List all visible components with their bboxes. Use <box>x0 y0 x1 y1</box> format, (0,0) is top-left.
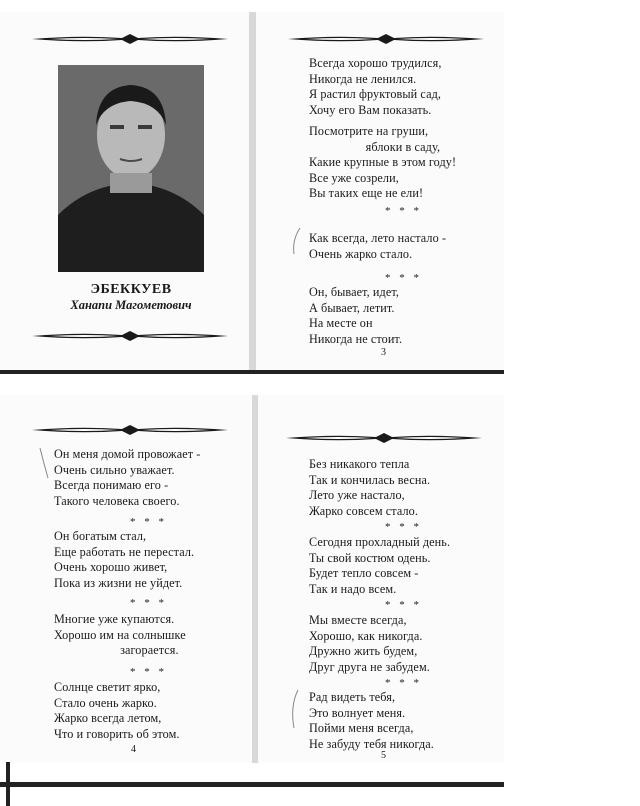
stanza-separator: * * * <box>385 205 422 217</box>
poem-stanza: Всегда хорошо трудился, Никогда не ленился. Я растил фруктовый сад, Хочу его Вам показать. <box>309 56 442 117</box>
portrait-caption-subtitle: Ханапи Магометович <box>70 298 192 312</box>
poem-stanza: Многие уже купаются. Хорошо им на солнышке загорается. <box>54 612 186 658</box>
ornament-divider <box>282 432 486 444</box>
pencil-mark <box>288 688 302 730</box>
stanza-separator: * * * <box>385 677 422 689</box>
page-number: 3 <box>381 347 386 358</box>
poem-stanza: Сегодня прохладный день. Ты свой костюм одень. Будет тепло совсем - Так и надо всем. <box>309 535 451 596</box>
poem-stanza: Как всегда, лето настало - Очень жарко стало. <box>309 231 447 261</box>
stanza-separator: * * * <box>385 272 422 284</box>
ornament-divider <box>284 33 488 45</box>
ornament-divider <box>28 33 232 45</box>
ornament-divider <box>28 330 232 342</box>
stanza-separator: * * * <box>130 666 167 678</box>
page-number: 5 <box>381 750 386 761</box>
poem-stanza: Он, бывает, идет, А бывает, летит. На месте он Никогда не стоит. <box>309 285 403 346</box>
poem-stanza: Посмотрите на груши, яблоки в саду, Какие крупные в этом году! Все уже созрели, Вы таких еще не ели! <box>309 124 457 201</box>
stanza-separator: * * * <box>130 516 167 528</box>
ornament-divider <box>28 424 232 436</box>
bottom-scan-edge <box>0 782 504 787</box>
stanza-separator: * * * <box>385 521 422 533</box>
poem-stanza: Без никакого тепла Так и кончилась весна. Лето уже настало, Жарко совсем стало. <box>309 457 431 518</box>
top-spine <box>249 12 256 372</box>
stanza-separator: * * * <box>130 597 167 609</box>
poem-stanza: Рад видеть тебя, Это волнует меня. Пойми меня всегда, Не забуду тебя никогда. <box>309 690 434 751</box>
poem-stanza: Он богатым стал, Еще работать не перестал. Очень хорошо живет, Пока из жизни не уйдет. <box>54 529 195 590</box>
top-scan-edge <box>0 370 504 374</box>
pencil-mark <box>38 446 52 480</box>
portrait-caption-name: ЭБЕККУЕВ <box>90 282 172 297</box>
poem-stanza: Солнце светит ярко, Стало очень жарко. Жарко всегда летом, Что и говорить об этом. <box>54 680 180 741</box>
poem-stanza: Мы вместе всегда, Хорошо, как никогда. Дружно жить будем, Друг друга не забудем. <box>309 613 430 674</box>
portrait-photo <box>58 65 204 272</box>
pencil-mark <box>290 226 304 256</box>
stanza-separator: * * * <box>385 599 422 611</box>
poem-stanza: Он меня домой провожает - Очень сильно уважает. Всегда понимаю его - Такого человека своего. <box>54 447 201 508</box>
bottom-spine <box>252 395 258 763</box>
bottom-scan-edge-left <box>6 762 10 806</box>
page-number: 4 <box>131 744 136 755</box>
